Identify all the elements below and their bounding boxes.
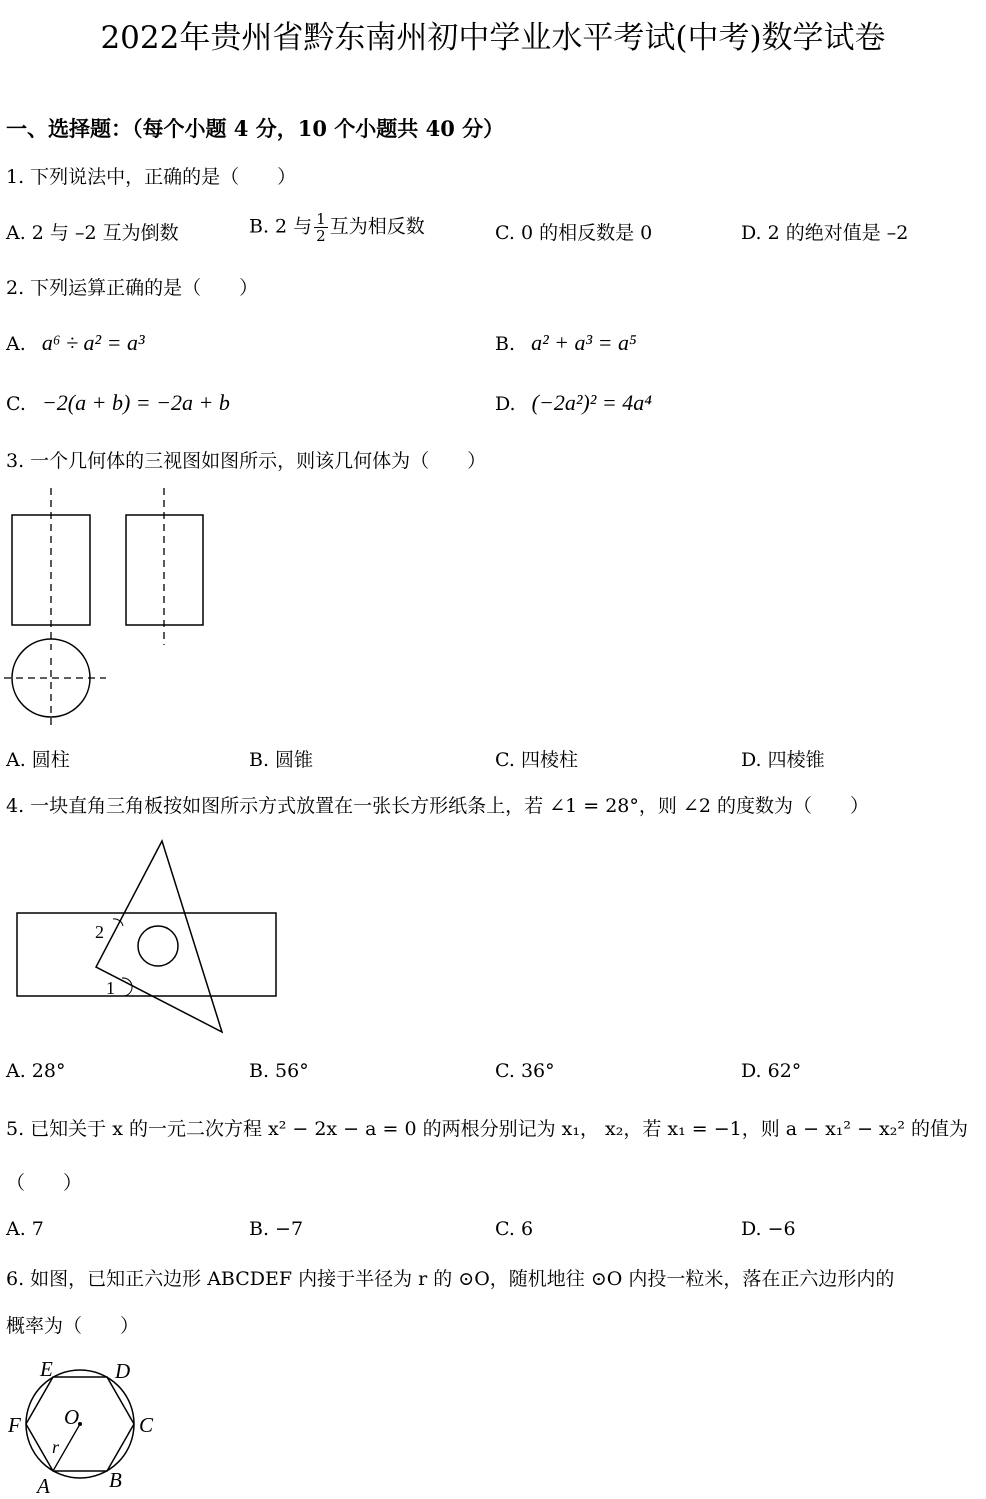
q2-option-b-expr: a² + a³ = a⁵	[531, 330, 637, 355]
fraction-denominator: 2	[316, 227, 326, 245]
q3-option-d: D. 四棱锥	[741, 749, 825, 771]
q5-option-d: D. −6	[741, 1218, 796, 1240]
question-5-stem-cont: （ ）	[6, 1172, 83, 1194]
angle-2-label: 2	[95, 922, 104, 942]
q4-option-b: B. 56°	[249, 1060, 309, 1082]
label-b: B	[109, 1468, 122, 1492]
q5-option-a: A. 7	[6, 1218, 44, 1240]
q1-option-b	[249, 211, 425, 244]
label-o: O	[64, 1405, 80, 1429]
question-2-stem: 2. 下列运算正确的是（ ）	[6, 277, 259, 299]
ruler-hole	[138, 926, 178, 966]
q2-option-c-label: C.	[6, 393, 26, 415]
q5-option-c: C. 6	[495, 1218, 534, 1240]
q4-option-a: A. 28°	[6, 1060, 66, 1082]
question-5-stem: 5. 已知关于 x 的一元二次方程 x² − 2x − a = 0 的两根分别记为 x₁， x₂，若 x₁ = −1，则 a − x₁² − x₂² 的值为	[6, 1118, 969, 1140]
paper-strip	[17, 913, 276, 996]
q1-option-b-post: 互为相反数	[329, 215, 425, 238]
q2-option-b	[495, 330, 637, 356]
q2-option-c	[6, 390, 230, 416]
q5-option-b: B. −7	[249, 1218, 304, 1240]
label-c: C	[139, 1413, 154, 1437]
label-d: D	[115, 1359, 131, 1383]
three-view-diagram	[0, 480, 220, 730]
q1-option-d: D. 2 的绝对值是 –2	[741, 222, 909, 244]
q2-option-b-label: B.	[495, 333, 516, 355]
angle-1-label: 1	[106, 978, 115, 998]
q3-option-a: A. 圆柱	[6, 749, 70, 771]
q4-option-c: C. 36°	[495, 1060, 555, 1082]
hexagon-circle-diagram	[0, 1352, 170, 1499]
question-3-stem: 3. 一个几何体的三视图如图所示，则该几何体为（ ）	[6, 450, 487, 472]
question-6-stem: 6. 如图，已知正六边形 ABCDEF 内接于半径为 r 的 ⊙O，随机地往 ⊙O 内投一粒米，落在正六边形内的	[6, 1268, 895, 1290]
question-4-stem: 4. 一块直角三角板按如图所示方式放置在一张长方形纸条上，若 ∠1 = 28°，则 ∠2 的度数为（ ）	[6, 795, 869, 817]
triangle-ruler	[96, 841, 222, 1032]
fraction-numerator: 1	[316, 210, 326, 228]
q2-option-c-expr: −2(a + b) = −2a + b	[41, 390, 230, 415]
question-6-stem-cont: 概率为（ ）	[6, 1315, 140, 1337]
label-e: E	[40, 1357, 53, 1381]
q2-option-d	[495, 390, 652, 416]
q4-option-d: D. 62°	[741, 1060, 802, 1082]
label-f: F	[8, 1413, 21, 1437]
q2-option-a-label: A.	[6, 333, 26, 355]
q2-option-d-expr: (−2a²)² = 4a⁴	[531, 390, 652, 415]
page-title: 2022年贵州省黔东南州初中学业水平考试(中考)数学试卷	[100, 20, 886, 56]
question-1-stem: 1. 下列说法中，正确的是（ ）	[6, 166, 297, 188]
q3-option-b: B. 圆锥	[249, 749, 314, 771]
label-a: A	[37, 1474, 50, 1498]
q1-option-a: A. 2 与 –2 互为倒数	[6, 222, 179, 244]
q2-option-a	[6, 330, 145, 356]
fraction-one-half	[314, 211, 328, 244]
label-r: r	[52, 1437, 60, 1457]
q2-option-a-expr: a⁶ ÷ a² = a³	[41, 330, 145, 355]
q1-option-b-pre: B. 2 与	[249, 215, 313, 238]
triangle-ruler-diagram	[0, 830, 290, 1045]
q1-option-c: C. 0 的相反数是 0	[495, 222, 653, 244]
q2-option-d-label: D.	[495, 393, 516, 415]
section-heading: 一、选择题：（每个小题 4 分，10 个小题共 40 分）	[6, 116, 505, 141]
q3-option-c: C. 四棱柱	[495, 749, 578, 771]
